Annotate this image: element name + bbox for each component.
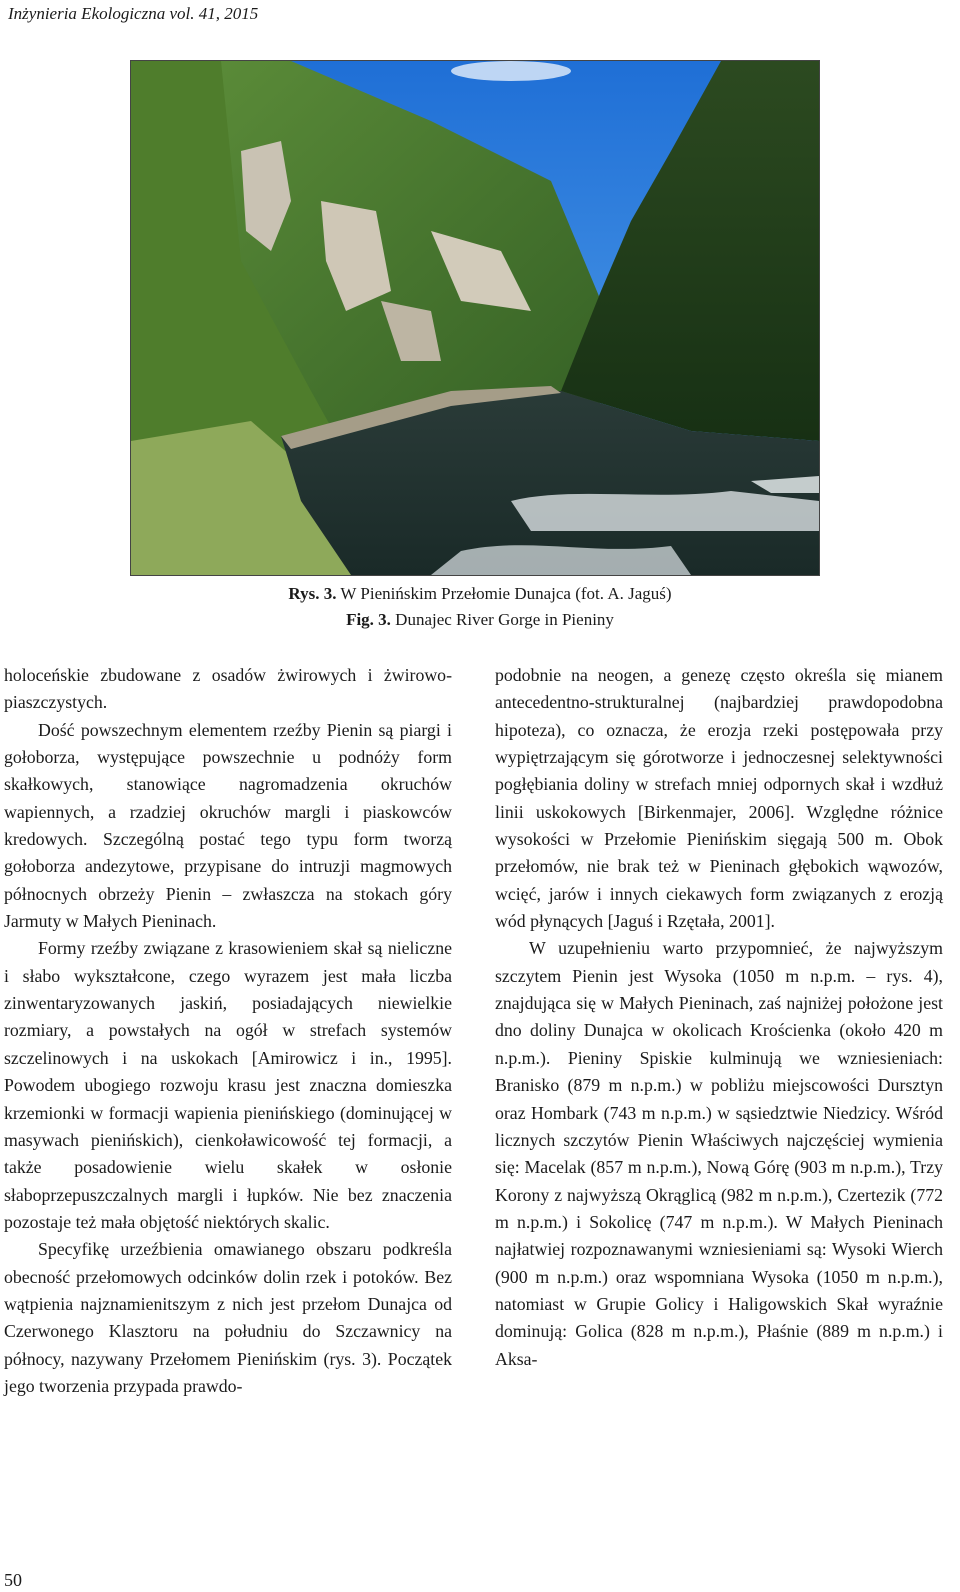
left-text-column xyxy=(4,662,452,1400)
page-number: 50 xyxy=(4,1570,22,1590)
figure-caption-pl xyxy=(0,584,960,604)
river-rapids xyxy=(511,491,819,531)
paragraph: Formy rzeźby związane z krasowieniem skał są nieliczne i słabo wykształcone, czego wyrazem jest mała liczba zinwentaryzowanych jaskiń, posiadających niewielkie rozmiary, a powstałych na ogół w strefach systemów szczelinowych i na uskokach [Amirowicz i in., 1995]. Powodem ubogiego rozwoju krasu jest znaczna domieszka krzemionki w formacji wapienia pienińskiego (dominującej w masywach pienińskich), cienkoławicowość tej formacji, a także posadowienie wielu skałek w osłonie słaboprzepuszczalnych margli i łupków. Nie bez znaczenia pozostaje też mała objętość niektórych skalic. xyxy=(4,938,452,1232)
running-header: Inżynieria Ekologiczna vol. 41, 2015 xyxy=(8,4,259,23)
figure-caption-en-text: Dunajec River Gorge in Pieniny xyxy=(395,610,614,629)
paragraph: podobnie na neogen, a genezę często określa się mianem antecedentno-strukturalnej (najbardziej prawdopodobna hipoteza), co oznacza, że erozja rzeki postępowała przy wypiętrzającym się górotworze i jednoczesnej selektywności pogłębiania doliny w strefach mniej odpornych skał i wzdłuż linii uskokowych [Birkenmajer, 2006]. Względne różnice wysokości w Przełomie Pienińskim sięgają 500 m. Obok przełomów, nie brak też w Pieninach głębokich wąwozów, wcięć, jarów i innych ciekawych form związanych z erozją wód płynących [Jaguś i Rzętała, 2001]. xyxy=(495,665,943,932)
paragraph: Specyfikę urzeźbienia omawianego obszaru podkreśla obecność przełomowych odcinków dolin rzek i potoków. Bez wątpienia najznamienitszym z nich jest przełom Dunajca od Czerwonego Klasztoru na południu do Szczawnicy na północy, nazywany Przełomem Pienińskim (rys. 3). Początek jego tworzenia przypada prawdo- xyxy=(4,1239,452,1396)
paragraph: Dość powszechnym elementem rzeźby Pienin są piargi i gołoborza, występujące powszechnie u podnóży form skałkowych, stanowiące nagromadzenia okruchów wapiennych, a rzadziej okruchów margli i piaskowców kredowych. Szczególną postać tego typu form tworzą gołoborza andezytowe, przypisane do intruzji magmowych północnych obrzeży Pienin – zwłaszcza na stokach góry Jarmuty w Małych Pieninach. xyxy=(4,719,452,932)
paragraph: W uzupełnieniu warto przypomnieć, że najwyższym szczytem Pienin jest Wysoka (1050 m n.p.m. – rys. 4), znajdująca się w Małych Pieninach, zaś najniżej położone jest dno doliny Dunajca w okolicach Krościenka (około 420 m n.p.m.). Pieniny Spiskie kulminują we wzniesieniach: Branisko (879 m n.p.m.) w pobliżu miejscowości Dursztyn oraz Hombark (743 m n.p.m.) w sąsiedztwie Niedzicy. Wśród licznych szczytów Pienin Właściwych najczęściej wymienia się: Macelak (857 m n.p.m.), Nową Górę (903 m n.p.m.), Trzy Korony z najwyższą Okrąglicą (982 m n.p.m.), Czertezik (772 m n.p.m.) i Sokolicę (747 m n.p.m.). W Małych Pieninach najłatwiej rozpoznawanymi wzniesieniami są: Wysoki Wierch (900 m n.p.m.) oraz wspomniana Wysoka (1050 m n.p.m.), natomiast w Grupie Golicy i Haligowskich Skał wyraźnie dominują: Golica (828 m n.p.m.), Płaśnie (889 m n.p.m.) i Aksa- xyxy=(495,938,943,1369)
right-text-column xyxy=(495,662,943,1373)
figure-caption-pl-text: W Pienińskim Przełomie Dunajca (fot. A. Jaguś) xyxy=(340,584,672,603)
river-rapids xyxy=(431,545,691,575)
figure-label-en: Fig. 3. xyxy=(346,610,391,629)
figure-photo-dunajec-gorge xyxy=(130,60,820,576)
figure-label-pl: Rys. 3. xyxy=(288,584,337,603)
figure-caption-en xyxy=(0,610,960,630)
paragraph: holoceńskie zbudowane z osadów żwirowych i żwirowo-piaszczystych. xyxy=(4,665,452,713)
cloud xyxy=(451,61,571,81)
gorge-photo-illustration xyxy=(131,61,819,575)
